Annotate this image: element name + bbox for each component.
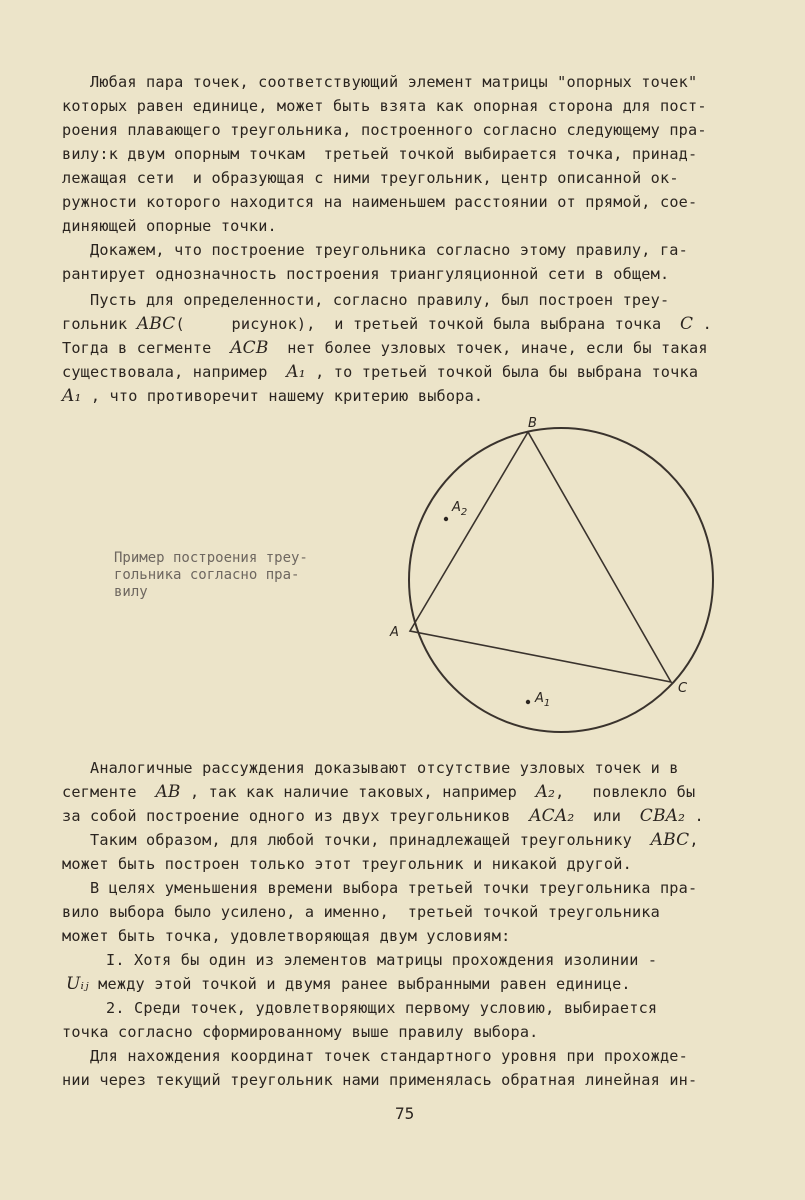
text-line: ружности которого находится на наименьшем расстоянии от прямой, сое- [62, 193, 698, 211]
text-run: Тогда в сегменте [62, 339, 231, 357]
text-run: гольник [62, 315, 137, 333]
label-a2 [451, 500, 467, 518]
math-symbol: CBA₂ [639, 806, 686, 826]
text-run: . [685, 807, 704, 825]
text-line: может быть точка, удовлетворяющая двум условиям: [62, 927, 511, 945]
triangle-abc [410, 432, 671, 682]
label-c: C [678, 681, 688, 696]
text-line: Аналогичные рассуждения доказывают отсутствие узловых точек и в [90, 759, 679, 777]
text-line: роения плавающего треугольника, построенного согласно следующему пра- [62, 121, 707, 139]
page-number: 75 [395, 1104, 415, 1123]
text-run: нет более узловых точек, иначе, если бы такая [268, 339, 708, 357]
math-symbol: AB [155, 782, 181, 802]
text-run: ( рисунок), и третьей точкой была выбрана точка [175, 315, 681, 333]
text-line [62, 782, 695, 802]
text-line [90, 830, 699, 850]
text-run: , то третьей точкой была бы выбрана точка [305, 363, 699, 381]
point-a1 [526, 700, 530, 704]
label-a1-letter: A [535, 691, 544, 706]
text-line: может быть построен только этот треугольник и никакой другой. [62, 855, 632, 873]
text-run: . [693, 315, 712, 333]
label-a2-sub: 2 [460, 507, 468, 518]
text-line: рантирует однозначность построения триангуляционной сети в общем. [62, 265, 670, 283]
math-symbol: C [680, 314, 694, 334]
text-line: Любая пара точек, соответствующий элемент матрицы "опорных точек" [90, 73, 698, 91]
text-line: 2. Среди точек, удовлетворяющих первому условию, выбирается [106, 999, 658, 1017]
text-line: Пусть для определенности, согласно правилу, был построен треу- [90, 291, 670, 309]
label-a1-sub: 1 [543, 698, 551, 709]
circumcircle [409, 428, 713, 732]
text-line [62, 806, 704, 826]
math-symbol: A₁ [286, 362, 306, 382]
text-run: за собой построение одного из двух треугольников [62, 807, 530, 825]
math-symbol: A₂ [535, 782, 556, 802]
math-symbol: ACA₂ [529, 806, 575, 826]
text-run: Таким образом, для любой точки, принадлежащей треугольнику [90, 831, 651, 849]
math-symbol: A₁ [62, 386, 82, 406]
text-run: существовала, например [62, 363, 287, 381]
text-line: диняющей опорные точки. [62, 217, 277, 235]
figure-caption-line: гольника согласно пра- [114, 567, 300, 583]
text-run: между этой точкой и двумя ранее выбранными равен единице. [88, 975, 631, 993]
text-run: , [689, 831, 699, 849]
text-line: В целях уменьшения времени выбора третьей точки треугольника пра- [90, 879, 698, 897]
label-a2-letter: A [452, 500, 461, 515]
text-line: точка согласно сформированному выше правилу выбора. [62, 1023, 539, 1041]
text-line: вилу:к двум опорным точкам третьей точкой выбирается точка, принад- [62, 145, 698, 163]
text-run: , повлекло бы [555, 783, 696, 801]
text-line [66, 974, 631, 994]
point-a2 [444, 517, 448, 521]
math-symbol: ACB [230, 338, 269, 358]
text-run: , что противоречит нашему критерию выбора. [81, 387, 484, 405]
text-run: сегменте [62, 783, 156, 801]
text-line: которых равен единице, может быть взята как опорная сторона для пост- [62, 97, 707, 115]
text-line: вило выбора было усилено, а именно, третьей точкой треугольника [62, 903, 660, 921]
figure-caption-line: Пример построения треу- [114, 550, 308, 566]
text-line: нии через текущий треугольник нами применялась обратная линейная ин- [62, 1071, 698, 1089]
text-line: Для нахождения координат точек стандартного уровня при прохожде- [90, 1047, 688, 1065]
text-line: лежащая сети и образующая с ними треугольник, центр описанной ок- [62, 169, 679, 187]
label-a: A [390, 625, 399, 640]
text-line: Докажем, что построение треугольника согласно этому правилу, га- [90, 241, 688, 259]
text-line: I. Хотя бы один из элементов матрицы прохождения изолинии - [106, 951, 658, 969]
math-symbol: Uᵢⱼ [66, 974, 89, 994]
text-run: , так как наличие таковых, например [180, 783, 536, 801]
figure-caption-line: вилу [114, 584, 148, 600]
math-symbol: ABC [650, 830, 690, 850]
label-b: B [528, 416, 537, 431]
label-a1 [534, 691, 550, 709]
text-run: или [574, 807, 640, 825]
math-symbol: ABC [136, 314, 176, 334]
